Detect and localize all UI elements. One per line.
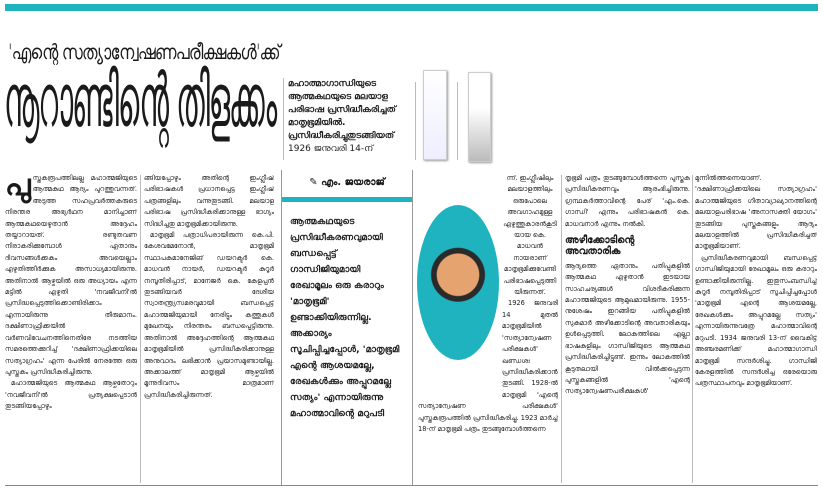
pullquote: ആത്മകഥയുടെ പ്രസിദ്ധീകരണവുമായി ബന്ധപ്പെട്ട് ഗാന്ധിജിയുമായി രേഖാമൂലം ഒരു കരാറും 'മാതൃഭൂമി' ഉണ്ടാക്കിയിരുന്നില്ല. അക്കാര്യം സൂചിപ്പിച്ചപ്പോൾ, 'മാതൃഭൂമി എന്റെ ആശയമല്ലേ, രേഖകൾക്കും അപ്പുറമല്ലേ സത്യം' എന്നായിരുന്നു മഹാത്മാവിന്റെ മറുപടി	[290, 216, 400, 419]
paragraph: മാതൃഭൂമി പത്രാധിപരായിരുന്ന കെ.പി. കേശവമേനോൻ, മാതൃഭൂമി സ്ഥാപകമാനേജിങ് ഡയറക്ടർ കെ. മാധവൻ നായർ, ഡയറക്ടർ കുറൂർ നമ്പൂതിരിപ്പാട്, മാനേജർ കെ. കേളപ്പൻ തുടങ്ങിയവർ ദേശീയ സ്വാതന്ത്ര്യസമരവുമായി ബന്ധപ്പെട്ട് മഹാത്മജിയുമായി നേരിട്ടും കത്തുകൾ മുഖേനയും നിരന്തരം ബന്ധപ്പെട്ടിരുന്നു. അതിനാൽ അദ്ദേഹത്തിന്റെ ആത്മകഥ മാതൃഭൂമിയിൽ പ്രസിദ്ധീകരിക്കാനുള്ള അനുവാദം ലഭിക്കാൻ പ്രയാസമുണ്ടായില്ല. അക്കാലത്ത് മാതൃഭൂമി ആഴ്ചയിൽ മൂന്നുദിവസം മാത്രമാണ് പ്രസിദ്ധീകരിച്ചിരുന്നത്.	[144, 231, 274, 399]
intro-blurb	[288, 78, 413, 156]
drop-cap: പു	[5, 173, 31, 203]
divider	[692, 175, 693, 483]
paragraph: ന്ന്. ഇംഗ്ലീഷിലും മലയാളത്തിലും ഒരുപോലെ അവഗാഹമുള്ള എഴുത്തുകാരൻകൂടിയായ കെ. മാധവൻ നായരാണ് മാതൃഭൂമിക്കുവേണ്ടി പരിഭാഷപ്പെടുത്തിയിരുന്നത്.	[503, 174, 557, 297]
paragraph: പ്രസിദ്ധീകരണവുമായി ബന്ധപ്പെട്ട് ഗാന്ധിജിയുമായി രേഖാമൂലം ഒരു കരാറും ഉണ്ടാക്കിയിരുന്നില്ല. ഇതുസംബന്ധിച്ച് കുറൂർ നമ്പൂതിരിപ്പാട് സൂചിപ്പിച്ചപ്പോൾ 'മാതൃഭൂമി എന്റെ ആശയമല്ലേ, രേഖകൾക്കും അപ്പുറമല്ലേ സത്യം' എന്നായിരുന്നുവത്രേ മഹാത്മാവിന്റെ മറുപടി. 1934 ജനുവരി 13-ന് വൈകിട്ട് അഞ്ചരമണിക്ക് മഹാത്മാഗാന്ധി മാതൃഭൂമി സന്ദർശിച്ചു. ഗാന്ധിജി കേരളത്തിൽ സന്ദർശിച്ച ഒരേയൊരു പത്രസ്ഥാപനവും മാതൃഭൂമിയാണ്.	[695, 253, 817, 388]
top-accent-bar	[5, 4, 818, 11]
divider	[561, 175, 562, 483]
author-name: എം. ജയരാജ്	[321, 177, 385, 188]
book-cover-image	[423, 70, 447, 160]
intro-date: 1926 ജനുവരി 14-ന്	[288, 144, 374, 154]
intro-text: മഹാത്മാഗാന്ധിയുടെ ആത്മകഥയുടെ മലയാള പരിഭാഷ പ്രസിദ്ധീകരിച്ചത് മാതൃഭൂമിയിൽ. പ്രസിദ്ധീകരിച്ചുതുടങ്ങിയത്	[288, 79, 396, 141]
paragraph: 1926 ജനുവരി 14 മുതൽ മാതൃഭൂമിയിൽ 'സത്യാന്വേഷണ പരീക്ഷകൾ' ഖണ്ഡശഃ പ്രസിദ്ധീകരിക്കാൻ തുടങ്ങി. 1928-ൽ മാതൃഭൂമി 'എന്റെ സത്യാന്വേഷണ പരീക്ഷകൾ' പുസ്തകരൂപത്തിൽ പ്രസിദ്ധീകരിച്ചു. 1923 മാർച്ച് 18-ന് മാതൃഭൂമി പത്രം തുടങ്ങുമ്പോൾത്തന്നെ	[418, 299, 558, 433]
article-column	[565, 173, 690, 485]
pen-icon: ✎	[309, 177, 318, 188]
paragraph: സ്തകരൂപത്തിലല്ല മഹാത്മജിയുടെ ആത്മകഥ ആദ്യം പുറത്തുവന്നത്. അടുത്ത സഹപ്രവർത്തകരുടെ നിരന്തര അഭ്യർഥന മാനിച്ചാണ് ആത്മകഥയെഴുതാൻ അദ്ദേഹം തയ്യാറായത്. രണ്ടുതവണ നിരാകരിക്കുമ്പോൾ ഏതാനും ദിവസങ്ങൾക്കകം അവയെല്ലാം എഴുതിത്തീർക്കുക അസാധ്യമായിരുന്നു. അതിനാൽ ആഴ്ചയിൽ ഒരു അധ്യായം എന്ന മട്ടിൽ എഴുതി 'നവജീവനി'ൽ പ്രസിദ്ധപ്പെടുത്തിക്കൊണ്ടിരിക്കാം എന്നായിരുന്നു തീരുമാനം. ദക്ഷിണാഫ്രിക്കയിൽ വർണവിവേചനത്തിനെതിരേ നടത്തിയ സമരത്തെക്കുറിച്ച് 'ദക്ഷിണാഫ്രിക്കയിലെ സത്യാഗ്രഹം' എന്ന പേരിൽ നേരത്തേ ഒരു പുസ്തകം പ്രസിദ്ധീകരിച്ചിരുന്നു.	[5, 174, 137, 376]
divider	[415, 82, 416, 160]
divider	[283, 78, 284, 160]
article-column	[418, 173, 558, 485]
paragraph: മുന്നിൽത്തന്നെയാണ്. 'ദക്ഷിണാഫ്രിക്കയിലെ സത്യാഗ്രഹം' മഹാത്മജിയുടെ ഗീതാവ്യാഖ്യാനത്തിന്റെ മലയാളപരിഭാഷ 'അനാസക്തി യോഗം' തുടങ്ങിയ പുസ്തകങ്ങളും ആദ്യം മലയാളത്തിൽ പ്രസിദ്ധീകരിച്ചത് മാതൃഭൂമിയാണ്.	[695, 174, 817, 251]
kicker: 'എന്റെ സത്യാന്വേഷണപരീക്ഷകൾ'ക്ക്	[8, 40, 280, 64]
paragraph: ങ്ങിയപ്പോഴും അതിന്റെ ഇംഗ്ലീഷ് പരിഭാഷകൾ പ്രധാനപ്പെട്ട ഇംഗ്ലീഷ് പത്രങ്ങളിലും വന്നുതുടങ്ങി. മലയാള പരിഭാഷ പ്രസിദ്ധീകരിക്കാനുള്ള ഭാഗ്യം സിദ്ധിച്ചതു മാതൃഭൂമിക്കായിരുന്നു.	[144, 174, 274, 228]
article-column	[5, 173, 137, 485]
divider	[457, 82, 458, 160]
headline: നൂറാണ്ടിന്റെ തിളക്കം	[4, 58, 277, 144]
paragraph: തൃഭൂമി പത്രം തുടങ്ങുമ്പോൾത്തന്നെ പുസ്തക പ്രസിദ്ധീകരണവും ആരംഭിച്ചിരുന്നു. ഗ്രന്ഥകർത്താവിന്റെ പേര് 'എം.കെ. ഗാന്ധി' എന്നും പരിഭാഷകൻ കെ. മാധവനാർ എന്നും നൽകി.	[565, 174, 690, 228]
subheading: അഴീക്കോടിന്റെ അവതാരിക	[565, 235, 635, 258]
paragraph: ആദ്യത്തെ ഏതാനും പതിപ്പുകളിൽ ആത്മകഥ എഴുതാൻ ഇടയായ സാഹചര്യങ്ങൾ വിശദീകരിക്കുന്ന മഹാത്മജിയുടെ ആമുഖമായിരുന്നു. 1955-നുശേഷം ഇറങ്ങിയ പതിപ്പുകളിൽ സുകുമാർ അഴീക്കോടിന്റെ അവതാരികയും ഉൾപ്പെടുത്തി. ലോകത്തിലെ എല്ലാ ഭാഷകളിലും ഗാന്ധിജിയുടെ ആത്മകഥ പ്രസിദ്ധീകരിച്ചിട്ടുണ്ട്. ഇന്നും ലോകത്തിൽ കൂടുതലായി വിൽക്കപ്പെടുന്ന പുസ്തകങ്ങളിൽ 'എന്റെ സത്യാന്വേഷണപരീക്ഷകൾ'	[565, 261, 690, 396]
divider	[140, 175, 141, 483]
byline	[282, 170, 412, 197]
paragraph: മഹാത്മജിയുടെ ആത്മകഥ ആഴ്ചതോറും 'നവജീവനി'ൽ പ്രത്യക്ഷപ്പെടാൻ തുടങ്ങിയപ്പോഴും	[5, 379, 137, 411]
article-column	[695, 173, 817, 485]
book-cover-image	[468, 72, 491, 162]
article-column	[144, 173, 274, 485]
bottom-rule	[5, 485, 818, 486]
pullquote-box	[281, 170, 413, 485]
